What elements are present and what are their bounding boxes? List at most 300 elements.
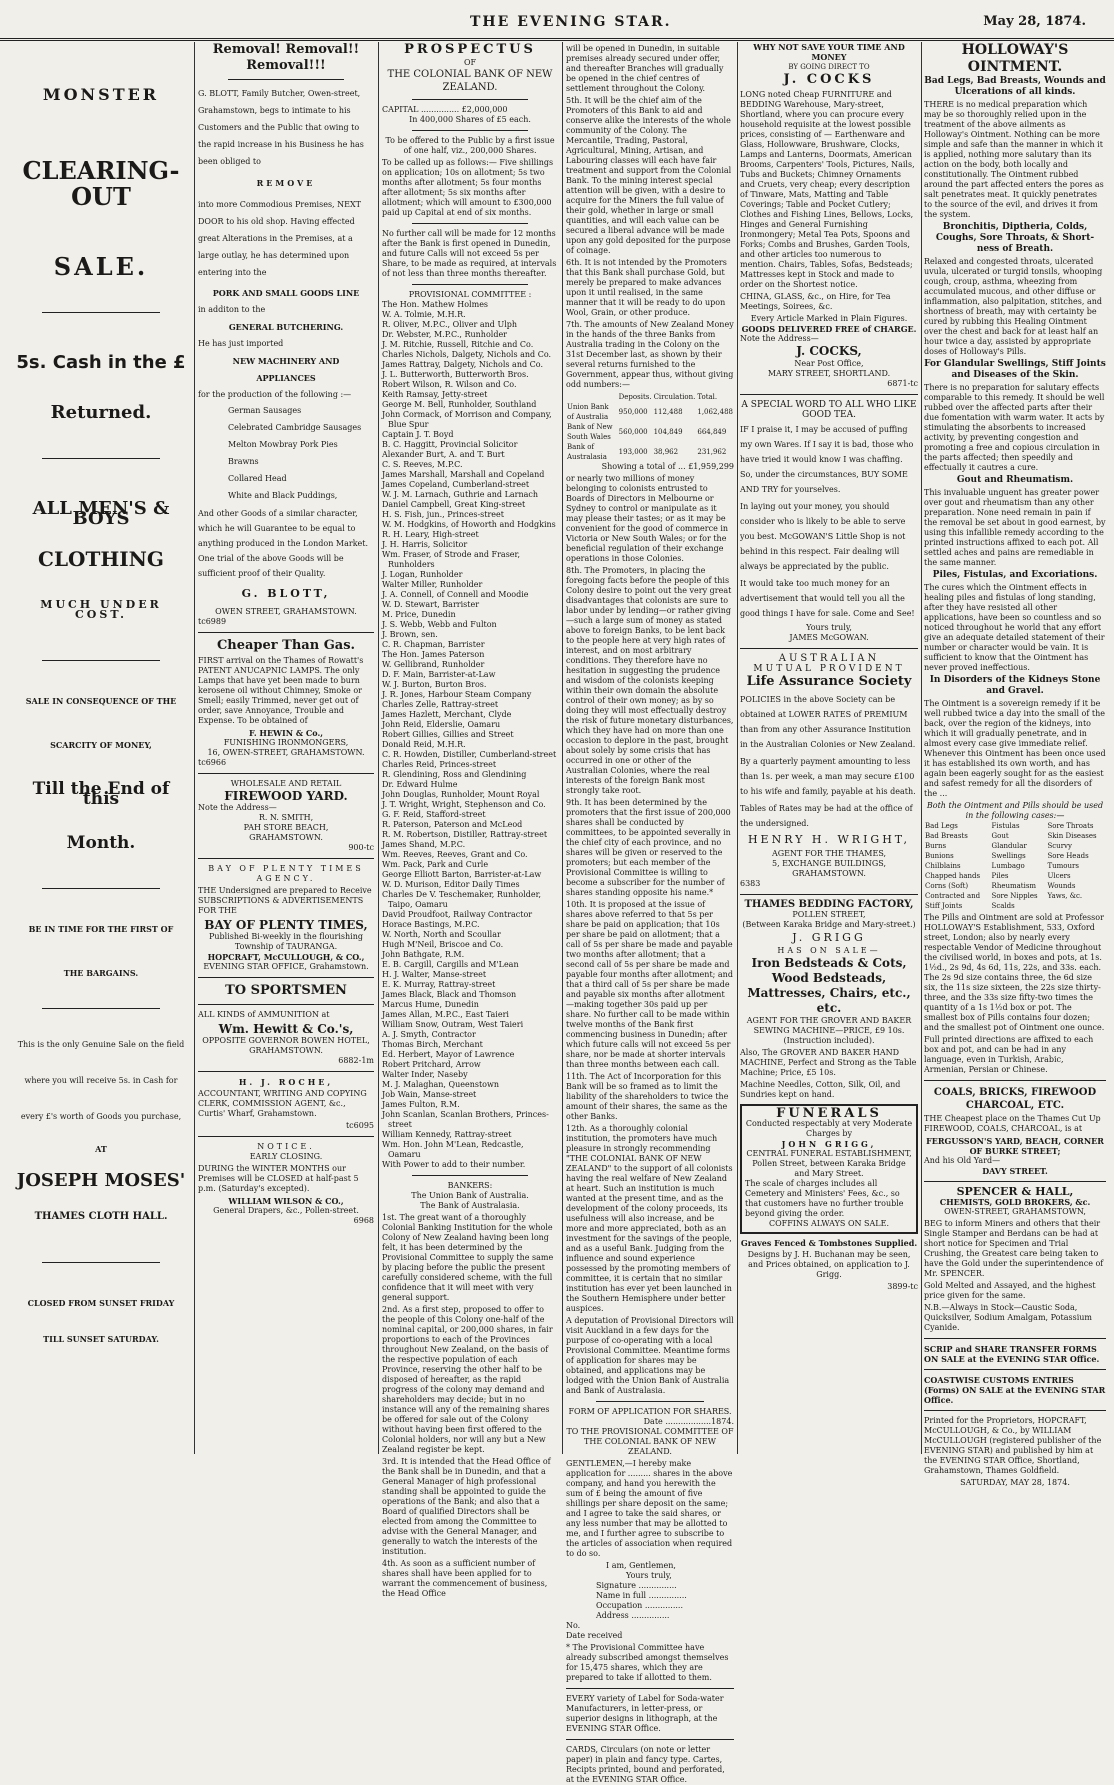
- ad-subheading: For Glandular Swellings, Stiff Joints and Diseases of the Skin.: [924, 359, 1106, 380]
- committee-member: Robert Gillies, Gillies and Street: [382, 730, 514, 739]
- committee-member: W. A. Tolmie, M.H.R.: [382, 310, 466, 319]
- ad-text: Yours truly,: [806, 623, 852, 632]
- committee-member: Horace Bastings, M.P.C.: [382, 920, 480, 929]
- table-row: [566, 392, 734, 402]
- committee-member: Dr. Webster, M.P.C., Runholder: [382, 330, 507, 339]
- issue-date: May 28, 1874.: [983, 14, 1086, 29]
- ad-heading: H. J. ROCHE,: [238, 1077, 334, 1087]
- committee-member: William Kennedy, Rattray-street: [382, 1130, 512, 1139]
- committee-member: Ed. Herbert, Mayor of Lawrence: [382, 1050, 515, 1059]
- committee-member: William Snow, Outram, West Taieri: [382, 1020, 524, 1029]
- ad-text: CENTRAL FUNERAL ESTABLISHMENT,: [746, 1149, 912, 1158]
- table-cell: Sore Heads: [1047, 852, 1089, 860]
- committee-member: Alexander Burt, A. and T. Burt: [382, 450, 505, 459]
- ad-text: CHINA, GLASS, &c., on Hire, for Tea Meetings, Soirees, &c.: [740, 292, 891, 311]
- ad-text: LONG noted Cheap FURNITURE and BEDDING Warehouse, Mary-street, Shortland, where you can procure every household requisite at the lowest possible prices, consisting of — Earthenware and Glass, Hollowware, Brushware, Clocks, Lamps and Lanterns, Doormats, American Brooms, Carpenters' Tools, Pictures, Nails, Tubs and Buckets; Chimney Ornaments and Cruets, very cheap; every description of Tinware, Mats, Matting and Table Coverings; Table and Pocket Cutlery; Clothes and Fishing Lines, Bellows, Locks, Hinges and General Furnishing Ironmongery; Metal Tea Pots, Spoons and Forks; Combs and Brushes, Garden Tools, and other articles too numerous to mention. Chairs, Tables, Sofas, Bedsteads; Mattresses kept in Stock and made to order on the Shortest notice.: [740, 90, 915, 289]
- committee-member: Captain J. T. Boyd: [382, 430, 454, 439]
- ad-text: OPPOSITE GOVERNOR BOWEN HOTEL, GRAHAMSTOWN.: [202, 1036, 370, 1055]
- table-row: [566, 402, 734, 422]
- ad-text: DURING the WINTER MONTHS our Premises will be CLOSED at half-past 5 p.m. (Saturday's excepted).: [198, 1164, 359, 1193]
- committee-member: Wm. Reeves, Reeves, Grant and Co.: [382, 850, 528, 859]
- table-row: [924, 831, 1106, 841]
- committee-member: James Copeland, Cumberland-street: [382, 480, 530, 489]
- form-field: Date received: [566, 1631, 623, 1640]
- ad-text: COASTWISE CUSTOMS ENTRIES (Forms) ON SALE at the EVENING STAR Office.: [924, 1375, 1106, 1405]
- committee-member: Charles Nichols, Dalgety, Nichols and Co.: [382, 350, 552, 359]
- ad-text: Conducted respectably at very Moderate Charges by: [745, 1119, 913, 1138]
- form-field: Signature ...............: [596, 1581, 677, 1590]
- committee-member: J. L. Butterworth, Butterworth Bros.: [382, 370, 529, 379]
- table-cell: 112,488: [653, 408, 683, 416]
- ad-text: 12th. As a thoroughly colonial institution, the promoters have much pleasure in strongly recommending "THE COLONIAL BANK OF NEW ZEALAND" to the support of all colonists having the real welfare of New Zealand at heart. Such an institution is much wanted at the present time, and as the development of the colony proceeds, its usefulness will also increase, and be more and more appreciated, both as an investment for the savings of the people, and as a useful Bank. Judging from the influence and sound experience possessed by the promoting members of committee, it is certain that no similar institution has ever yet been launched in the Southern Hemisphere under better auspices.: [566, 1124, 733, 1313]
- ad-text: 9th. It has been determined by the promoters that the first issue of 200,000 shares shall be conducted by committees, to be appointed severally in the chief city of each province, and no shares will be given or reserved to the promoters; but each member of the Provisional Committee is willing to become a subscriber for the number of shares standing opposite his name.*: [566, 798, 731, 897]
- ad-text: F. HEWIN & Co.,: [248, 728, 324, 738]
- ad-text: GRAHAMSTOWN.: [249, 833, 323, 842]
- ad-text: SCARCITY OF MONEY,: [50, 740, 152, 750]
- column-1-moses-sale: [12, 42, 190, 1454]
- ad-heading: THAMES BEDDING FACTORY,: [744, 899, 914, 910]
- ad-text: SCRIP and SHARE TRANSFER FORMS ON SALE at the EVENING STAR Office.: [924, 1344, 1100, 1364]
- ad-text: And his Old Yard—: [924, 1156, 1001, 1165]
- table-cell: Piles: [991, 872, 1009, 880]
- ad-heading: FORM OF APPLICATION FOR SHARES.: [568, 1407, 732, 1416]
- ad-text: 4th. As soon as a sufficient number of shares shall have been applied for to warrant the commencement of business, the Head Office: [382, 1559, 548, 1598]
- ad-heading: HENRY H. WRIGHT,: [747, 833, 911, 846]
- ad-subheading: Bad Legs, Bad Breasts, Wounds and Ulcerations of all kinds.: [924, 76, 1106, 97]
- committee-member: Charles Zelle, Rattray-street: [382, 700, 499, 709]
- committee-member: Charles Reid, Princes-street: [382, 760, 497, 769]
- committee-member: Walter Miller, Runholder: [382, 580, 483, 589]
- ad-heading: AUSTRALIAN: [778, 653, 880, 664]
- ad-text: GOODS DELIVERED FREE of CHARGE.: [741, 324, 917, 334]
- ad-text: 11th. The Act of Incorporation for this Bank will be so framed as to limit the liability of the shareholders to twice the amount of their shares, the same as the other Banks.: [566, 1072, 729, 1121]
- committee-member: W. M. Hodgkins, of Howorth and Hodgkins: [382, 520, 556, 529]
- ad-text: This is the only Genuine Sale on the field: [17, 1040, 185, 1049]
- ad-text: Showing a total of ... £1,959,299: [601, 462, 734, 471]
- ad-heading: FUNERALS: [776, 1106, 882, 1121]
- table-cell: 193,000: [618, 448, 648, 456]
- ad-heading: J. GRIGG: [792, 931, 866, 944]
- column-rule: [737, 42, 738, 1454]
- ad-text: FIRST arrival on the Thames of Rowatt's PATENT ANUCAPNIC LAMPS. The only Lamps that have yet been made to burn kerosene oil without Chimney, Smoke or Smell; easily Trimmed, never get out of order, save Annoyance, Trouble and Expense. To be obtained of: [198, 656, 364, 725]
- table-cell: Sore Throats: [1047, 822, 1094, 830]
- ad-text: POLLEN STREET,: [792, 910, 866, 919]
- ad-heading: MONSTER: [42, 85, 160, 104]
- committee-member: Wm. Fraser, of Strode and Fraser, Runholders: [382, 550, 521, 569]
- ad-heading: COALS, BRICKS, FIREWOOD CHARCOAL, ETC.: [933, 1087, 1097, 1111]
- table-cell: 950,000: [618, 408, 648, 416]
- ad-text: 8th. The Promoters, in placing the foregoing facts before the people of this Colony desire to point out the very great disadvantages that colonists are sure to labor under by lending—or rather giving—such a large sum of money as stated above to foreign Banks, to be lent back to the people here at very high rates of interest, and on most arbitrary conditions. They therefore have no hesitation in suggesting the prudence and wisdom of the colonists keeping within their own domain the absolute control of their own money; as by so doing they will most effectually destroy the risk of future monetary disturbances, which they have had on more than one occasion to deplore in the past, brought about solely by some crisis that has occurred in one or other of the Australian Colonies, where the real interests of the foreign Bank most strongly take root.: [566, 566, 734, 795]
- ad-heading: FIREWOOD YARD.: [224, 789, 348, 803]
- committee-member: Robert Pritchard, Arrow: [382, 1060, 481, 1069]
- form-field: Occupation ...............: [596, 1601, 683, 1610]
- ad-text: in additon to the: [198, 305, 266, 314]
- ad-text: THE Cheapest place on the Thames Cut Up FIREWOOD, COALS, CHARCOAL, is at: [924, 1114, 1101, 1133]
- ad-text: will be opened in Dunedin, in suitable premises already secured under offer, and thereafter Branches will gradually be opened in the chief centres of settlement throughout the Colony.: [566, 44, 724, 93]
- form-field: No.: [566, 1621, 581, 1630]
- ad-text: He has just imported: [198, 339, 284, 348]
- ad-text: It would take too much money for an advertisement that would tell you all the good things I have for sale. Come and See!: [740, 579, 915, 618]
- ad-text: DAVY STREET.: [982, 1166, 1048, 1176]
- ad-text: Full printed directions are affixed to each box and pot, and can be had in any language, even in Turkish, Arabic, Armenian, Persian or Chinese.: [924, 1035, 1094, 1074]
- committee-member: D. F. Main, Barrister-at-Law: [382, 670, 496, 679]
- funerals-box: [740, 1104, 918, 1234]
- table-cell: Lumbago: [991, 862, 1025, 870]
- committee-member: J. Logan, Runholder: [382, 570, 463, 579]
- ad-code: 6871-tc: [887, 379, 918, 388]
- table-row: [924, 861, 1106, 871]
- ad-text: for the production of the following :—: [198, 390, 352, 399]
- ad-text: EVENING STAR OFFICE, Grahamstown.: [203, 962, 369, 971]
- ad-text: Published Bi-weekly in the flourishing Township of TAURANGA.: [208, 932, 364, 951]
- table-cell: Bunions: [925, 852, 954, 860]
- committee-member: James Hazlett, Merchant, Clyde: [382, 710, 512, 719]
- table-cell: Stiff Joints: [925, 902, 963, 910]
- committee-member: J. M. Ritchie, Russell, Ritchie and Co.: [382, 340, 534, 349]
- committee-member: James Fulton, R.M.: [382, 1100, 460, 1109]
- ad-heading: Returned.: [50, 402, 152, 423]
- column-rule: [921, 42, 922, 1454]
- ad-heading: MUTUAL PROVIDENT: [753, 664, 905, 674]
- ad-text: Note the Address—: [198, 803, 277, 812]
- ad-text: I am, Gentlemen,: [606, 1561, 676, 1570]
- table-cell: Glandular: [991, 842, 1027, 850]
- ad-text: TO THE PROVISIONAL COMMITTEE OF THE COLONIAL BANK OF NEW ZEALAND.: [566, 1427, 734, 1456]
- ad-heading: THE COLONIAL BANK OF NEW ZEALAND.: [387, 69, 553, 93]
- committee-member: Hugh M'Neil, Briscoe and Co.: [382, 940, 504, 949]
- ad-heading: J. COCKS,: [796, 344, 862, 358]
- committee-member: J. Brown, sen.: [382, 630, 438, 639]
- product-item: White and Black Puddings,: [228, 491, 338, 500]
- ad-heading: A SPECIAL WORD TO ALL WHO LIKE GOOD TEA.: [741, 400, 917, 420]
- committee-member: G. F. Reid, Stafford-street: [382, 810, 486, 819]
- ad-text: There is no preparation for salutary effects comparable to this remedy. It should be well rubbed over the affected parts after their due fomentation with warm water. It acts by stimulating the absorbents to increased activity, by preventing congestion and promoting a free and copious circulation in the parts affected; then speedily and effectually it cautres a cure.: [924, 383, 1105, 472]
- ad-text: CARDS, Circulars (on note or letter paper) in plain and fancy type. Cartes, Recipts printed, bound and perforated, at the EVENING STAR Office.: [566, 1745, 725, 1784]
- ad-text: Gold Melted and Assayed, and the highest price given for the same.: [924, 1281, 1096, 1300]
- ad-text: Relaxed and congested throats, ulcerated uvula, ulcerated or turgid tonsils, whooping cough, croup, asthma, wheezing from accumulated mucous, and other diffuse or inflammation, also palpitation, stitches, and shortness of breath, may with certainty be cured by rubbing this Healing Ointment over the chest and back for at least half an hour twice a day, assisted by appropriate doses of Holloway's Pills.: [924, 257, 1103, 356]
- ad-text: 10th. It is proposed at the issue of shares above referred to that 5s per share be paid on application; that 10s per share be paid on allotment; that a call of 5s per share be made and payable two months after allotment; that a second call of 5s per share be made and payable four months after allotment; and that a third call of 5s per share be made and payable six months after allotment —making together 30s paid up per share. No further call to be made within twelve months of the Bank first commencing business in Dunedin; after which future calls will not exceed 5s per share, nor be made at shorter intervals than three months between each call.: [566, 900, 733, 1069]
- ad-subheading: Piles, Fistulas, and Excoriations.: [932, 570, 1098, 580]
- table-cell: Gout: [991, 832, 1009, 840]
- table-cell: Wounds: [1047, 882, 1076, 890]
- ad-text: SALE IN CONSEQUENCE OF THE: [25, 696, 177, 706]
- committee-member: Wm. Pack, Park and Curle: [382, 860, 489, 869]
- ad-text: Tables of Rates may be had at the office of the undersigned.: [740, 804, 913, 828]
- ad-heading: ALL MEN'S & BOYS: [32, 498, 170, 529]
- ad-heading: PROVISIONAL COMMITTEE :: [408, 290, 532, 299]
- committee-member: E. B. Cargill, Cargills and M'Lean: [382, 960, 519, 969]
- ad-heading: THAMES CLOTH HALL.: [34, 1211, 168, 1222]
- ad-text: AT: [95, 1144, 107, 1154]
- table-cell: Union Bank of Australia: [567, 403, 609, 421]
- column-rule: [194, 42, 195, 1454]
- committee-member: C. S. Reeves, M.P.C.: [382, 460, 463, 469]
- ad-text: 2nd. As a first step, proposed to offer to the people of this Colony one-half of the nominal capital, or 200,000 shares, in fair proportions to each of the Provinces throughout New Zealand, on the basis of the respective population of each Province, reserving the other half to be disposed of hereafter, as the rapid progress of the colony may demand and shareholders may decide; but in no instance will any of the remaining shares be offered for sale out of the Colony without having been first offered to the Colonial holders, nor will any but a New Zealand register be kept.: [382, 1305, 553, 1454]
- committee-member: H. S. Fish, jun., Princes-street: [382, 510, 504, 519]
- newspaper-title: THE EVENING STAR.: [470, 14, 672, 30]
- ad-code: tc6095: [345, 1121, 374, 1130]
- committee-member: John Bathgate, R.M.: [382, 950, 465, 959]
- committee-member: Walter Inder, Naseby: [382, 1070, 468, 1079]
- table-row: [924, 851, 1106, 861]
- ad-subheading: Bronchitis, Diptheria, Colds, Coughs, Sore Throats, & Short- ness of Breath.: [935, 222, 1095, 254]
- ad-signature: G. BLOTT,: [241, 587, 331, 600]
- ad-heading: Iron Bedsteads & Cots, Wood Bedsteads, Mattresses, Chairs, etc., etc.: [747, 956, 911, 1015]
- committee-member: R. M. Robertson, Distiller, Rattray-street: [382, 830, 548, 839]
- committee-member: Donald Reid, M.H.R.: [382, 740, 466, 749]
- ad-heading: Month.: [66, 833, 136, 853]
- committee-member: J. R. Jones, Harbour Steam Company: [382, 690, 532, 699]
- table-row: [924, 901, 1106, 911]
- committee-member: Thomas Birch, Merchant: [382, 1040, 483, 1049]
- ad-text: (Between Karaka Bridge and Mary-street.): [742, 920, 916, 929]
- form-field: Address ...............: [596, 1611, 670, 1620]
- ad-heading: NOTICE.: [257, 1142, 315, 1151]
- ad-code: 6882-1m: [338, 1056, 374, 1065]
- ad-code: tc6966: [198, 758, 227, 767]
- column-6-ads: [924, 42, 1106, 1487]
- committee-member: W. J. M. Larnach, Guthrie and Larnach: [382, 490, 539, 499]
- column-2-ads: [198, 42, 374, 1454]
- form-field: Name in full ...............: [596, 1591, 687, 1600]
- product-item: Melton Mowbray Pork Pies: [228, 440, 338, 449]
- product-item: Celebrated Cambridge Sausages: [228, 423, 362, 432]
- committee-member: David Proudfoot, Railway Contractor: [382, 910, 533, 919]
- ad-text: To be called up as follows:— Five shillings on application; 10s on allotment; 5s two months after allotment; 5s four months after allotment; 5s six months after allotment; which will amount to £300,000 paid up Capital at end of six months.: [382, 158, 554, 217]
- ad-text: No further call will be made for 12 months after the Bank is first opened in Dunedin, and future Calls will not exceed 5s per Share, to be made as required, at intervals of not less than three months thereafter.: [382, 229, 557, 278]
- table-cell: Bank of New South Wales: [567, 423, 613, 441]
- ad-text: JOHN GRIGG,: [781, 1139, 877, 1149]
- table-row: [566, 442, 734, 462]
- ad-heading: Removal!!!: [246, 58, 326, 73]
- ad-text: To be offered to the Public by a first issue of one half, viz., 200,000 Shares.: [385, 136, 555, 155]
- ad-text: APPLIANCES: [256, 373, 316, 383]
- ad-text: where you will receive 5s. in Cash for: [24, 1076, 178, 1085]
- ad-text: Both the Ointment and Pills should be used in the following cases:—: [926, 801, 1104, 820]
- ad-text: WILLIAM WILSON & CO.,: [228, 1196, 344, 1206]
- ad-text: AGENT FOR THE THAMES,: [771, 849, 887, 858]
- ad-text: 16, OWEN-STREET, GRAHAMSTOWN.: [207, 748, 365, 757]
- ad-heading: Removal! Removal!!: [212, 42, 360, 57]
- ad-text: ALL KINDS of AMMUNITION at: [198, 1010, 330, 1019]
- ad-text: FUNISHING IRONMONGERS,: [223, 738, 349, 747]
- ad-text: HAS ON SALE—: [777, 946, 881, 955]
- ad-heading: CLEARING-OUT: [22, 156, 180, 211]
- form-field: Date ..................1874.: [643, 1417, 734, 1426]
- ad-text: BEG to inform Miners and others that their Single Stamper and Berdans can be had at short notice for Specimen and Trial Crushing, the Greatest care being taken to have the Gold under the superintendence of Mr. SPENCER.: [924, 1219, 1104, 1278]
- product-item: Brawns: [228, 457, 259, 466]
- ad-text: Note the Address—: [740, 334, 819, 343]
- ad-text: CHEMISTS, GOLD BROKERS, &c.: [939, 1197, 1091, 1207]
- ad-heading: Till the End of this: [32, 779, 170, 809]
- column-rule: [562, 42, 563, 1454]
- table-cell: Bad Breasts: [925, 832, 968, 840]
- committee-member: W. Gellibrand, Runholder: [382, 660, 485, 669]
- committee-member: W. North, North and Scoullar: [382, 930, 501, 939]
- ad-text: 6th. It is not intended by the Promoters that this Bank shall purchase Gold, but merely be prepared to make advances upon it until realised, in the same manner that it will be ready to do upon Wool, Grain, or other produce.: [566, 258, 727, 317]
- ad-text: JAMES McGOWAN.: [789, 633, 869, 642]
- committee-member: The Hon. Mathew Holmes: [382, 300, 489, 309]
- committee-member: George M. Bell, Runholder, Southland: [382, 400, 537, 409]
- ad-text: 5th. It will be the chief aim of the Promoters of this Bank to aid and conserve alike the interests of the whole community of the Colony. The Mercantile, Trading, Pastoral, Agricultural, Mining, Artisan, and Labouring classes will each have fair treatment and support from the Colonial Bank. To the mining interest special attention will be given, with a desire to acquire for the Miners the full value of their gold, whether in large or small quantities, and will each value can be secured a liberal advance will be made upon any gold deposited for the purpose of coinage.: [566, 96, 732, 255]
- committee-member: Marcus Hume, Dunedin: [382, 1000, 479, 1009]
- committee-member: John Scanlan, Scanlan Brothers, Princes-street: [382, 1110, 549, 1129]
- table-cell: Contracted and: [925, 892, 981, 900]
- ad-text: ACCOUNTANT, WRITING AND COPYING CLERK, COMMISSION AGENT, &c., Curtis' Wharf, Grahamstown.: [198, 1089, 367, 1118]
- table-cell: Yaws, &c.: [1047, 892, 1083, 900]
- product-item: German Sausages: [228, 406, 302, 415]
- ad-heading: BAY OF PLENTY TIMES AGENCY.: [208, 864, 364, 883]
- ad-text: CLOSED FROM SUNSET FRIDAY: [27, 1298, 175, 1308]
- product-item: Collared Head: [228, 474, 287, 483]
- committee-member: J. A. Connell, of Connell and Moodie: [382, 590, 529, 599]
- ad-text: PAH STORE BEACH,: [243, 823, 329, 832]
- table-cell: Bank of Australasia: [567, 443, 607, 461]
- ad-heading: Life Assurance Society: [746, 674, 912, 689]
- table-cell: Skin Diseases: [1047, 832, 1097, 840]
- table-header: Circulation.: [653, 393, 696, 401]
- ad-heading: MUCH UNDER COST.: [40, 598, 162, 621]
- ad-text: TILL SUNSET SATURDAY.: [43, 1334, 159, 1344]
- ad-text: OWEN STREET, GRAHAMSTOWN.: [215, 607, 357, 616]
- ad-heading: HOLLOWAY'S OINTMENT.: [961, 42, 1069, 75]
- ad-heading: SPENCER & HALL,: [956, 1185, 1074, 1198]
- ad-text: GENTLEMEN,—I hereby make application for ......... shares in the above company, and hand you herewith the sum of £ being the amount of five shillings per share deposit on the same; and I agree to take the said shares, or any less number that may be allotted to me, and I further agree to subscribe to the articles of association when required to do so.: [566, 1459, 733, 1558]
- committee-member: Charles De V. Teschemaker, Runholder, Taipo, Oamaru: [382, 890, 542, 909]
- table-cell: Chilblains: [925, 862, 961, 870]
- ad-text: Pollen Street, between Karaka Bridge and Mary Street.: [752, 1159, 906, 1178]
- column-4-prospectus-cont: [566, 42, 734, 1784]
- committee-member: John Douglas, Runholder, Mount Royal: [382, 790, 540, 799]
- ad-text: Every Article Marked in Plain Figures.: [750, 314, 908, 323]
- ad-heading: EARLY CLOSING.: [249, 1152, 323, 1161]
- ad-text: Yours truly,: [626, 1571, 672, 1580]
- table-header: Total.: [697, 393, 718, 401]
- ad-heading: WHY NOT SAVE YOUR TIME AND MONEY: [753, 42, 905, 62]
- ad-text: Designs by J. H. Buchanan may be seen, and Prices obtained, on application to J. Grigg.: [747, 1250, 911, 1279]
- table-cell: 664,849: [697, 428, 727, 436]
- committee-member: With Power to add to their number.: [382, 1160, 526, 1169]
- ad-text: FERGUSSON'S YARD, BEACH, CORNER OF BURKE STREET;: [926, 1136, 1104, 1156]
- committee-member: George Elliott Barton, Barrister-at-Law: [382, 870, 542, 879]
- ad-text: POLICIES in the above Society can be obtained at LOWER RATES of PREMIUM than from any other Assurance Institution in the Australian Colonies or New Zealand.: [740, 695, 916, 749]
- ad-heading: Wm. Hewitt & Co.'s,: [218, 1022, 354, 1036]
- ad-text: A deputation of Provisional Directors will visit Auckland in a few days for the purpose of co-operating with a local Provisional Committee. Meantime forms of application for shares may be obtained, and applications may be lodged with the Union Bank of Australia and Bank of Australasia.: [566, 1316, 734, 1395]
- masthead: [0, 0, 1114, 41]
- ad-heading: BAY OF PLENTY TIMES,: [204, 918, 368, 932]
- table-cell: Tumours: [1047, 862, 1079, 870]
- ad-heading: TO SPORTSMEN: [225, 983, 347, 998]
- ad-text: In 400,000 Shares of £5 each.: [409, 115, 531, 124]
- committee-member: E. K. Murray, Rattray-street: [382, 980, 496, 989]
- committee-member: R. Paterson, Paterson and McLeod: [382, 820, 523, 829]
- committee-member: R. H. Leary, High-street: [382, 530, 479, 539]
- committee-member: James Allan, M.P.C., East Taieri: [382, 1010, 509, 1019]
- ad-heading: CLOTHING: [38, 547, 164, 571]
- ad-text: R. N. SMITH,: [258, 813, 314, 822]
- ad-text: into more Commodious Premises, NEXT DOOR to his old shop. Having effected great Alterations in the Premises, at a large outlay, he has determined upon entering into the: [198, 200, 361, 277]
- committee-member: H. J. Walter, Manse-street: [382, 970, 487, 979]
- committee-list: [382, 300, 558, 1170]
- ad-text: CAPITAL ............... £2,000,000: [382, 105, 508, 114]
- table-header: [566, 392, 618, 402]
- table-cell: 231,962: [697, 448, 727, 456]
- committee-member: Robert Wilson, R. Wilson and Co.: [382, 380, 517, 389]
- committee-member: James Shand, M.P.C.: [382, 840, 466, 849]
- ad-text: Also, The GROVER AND BAKER HAND MACHINE, Perfect and Strong as the Table Machine; Price, £5 10s.: [740, 1048, 917, 1077]
- table-cell: Sore Nipples: [991, 892, 1038, 900]
- table-header: Deposits.: [618, 393, 652, 401]
- ad-text: BY GOING DIRECT TO: [788, 63, 870, 71]
- table-cell: 104,849: [653, 428, 683, 436]
- committee-member: The Hon. James Paterson: [382, 650, 485, 659]
- ad-text: Near Post Office,: [794, 359, 864, 368]
- committee-member: R. Oliver, M.P.C., Oliver and Ulph: [382, 320, 518, 329]
- ad-heading: JOSEPH MOSES': [16, 1170, 186, 1191]
- committee-member: R. Glendining, Ross and Glendining: [382, 770, 527, 779]
- ad-text: * The Provisional Committee have already subscribed amongst themselves for 15,475 shares, which they are prepared to take if allotted to them.: [566, 1643, 729, 1682]
- committee-member: Daniel Campbell, Great King-street: [382, 500, 526, 509]
- ad-text: MARY STREET, SHORTLAND.: [767, 369, 891, 378]
- ad-heading: J. COCKS: [783, 72, 875, 87]
- ad-text: Machine Needles, Cotton, Silk, Oil, and Sundries kept on hand.: [740, 1080, 901, 1099]
- ad-text: THE Undersigned are prepared to Receive SUBSCRIPTIONS & ADVERTISEMENTS FOR THE: [198, 886, 372, 915]
- table-cell: Rheumatism: [991, 882, 1037, 890]
- committee-member: W. J. Burton, Burton Bros.: [382, 680, 487, 689]
- ad-text: THE BARGAINS.: [63, 968, 139, 978]
- ad-text: G. BLOTT, Family Butcher, Owen-street, Grahamstown, begs to intimate to his Customers and the Public that owing to the rapid increase in his Business he has been obliged to: [198, 89, 364, 166]
- ad-text: In laying out your money, you should consider who is likely to be able to serve you best. McGOWAN'S Little Shop is not behind in this respect. Fair dealing will always be appreciated by the public.: [740, 502, 906, 571]
- ad-code: 3899-tc: [887, 1282, 918, 1291]
- table-row: [924, 821, 1106, 831]
- committee-member: W. D. Stewart, Barrister: [382, 600, 480, 609]
- committee-member: M. J. Malaghan, Queenstown: [382, 1080, 499, 1089]
- committee-member: C. R. Howden, Distiller, Cumberland-street: [382, 750, 557, 759]
- ad-text: EVERY variety of Label for Soda-water Manufacturers, in letter-press, or superior designs in lithograph, at the EVENING STAR Office.: [566, 1694, 724, 1733]
- ad-text: The Ointment is a sovereign remedy if it be well rubbed twice a day into the small of the back, over the region of the kidneys, into which it will gradually penetrate, and in almost every case give immediate relief. Whenever this Ointment has been once used it has established its own worth, and has again been eagerly sought for as the easiest and safest remedy for all the disorders of the ...: [924, 699, 1106, 798]
- committee-member: James Rattray, Dalgety, Nichols and Co.: [382, 360, 543, 369]
- ad-text: IF I praise it, I may be accused of puffing my own Wares. If I say it is bad, those who have tried it would know I was chaffing. So, under the circumstances, BUY SOME AND TRY for yourselves.: [740, 425, 914, 494]
- table-cell: Swellings: [991, 852, 1026, 860]
- table-row: [924, 841, 1106, 851]
- ad-text: 3rd. It is intended that the Head Office of the Bank shall be in Dunedin, and that a General Manager of high professional standing shall be appointed to guide the operations of the Bank; and also that a Board of qualified Directors shall be elected from among the Committee to advise with the General Manager, and generally to watch the interests of the institution.: [382, 1457, 551, 1556]
- committee-member: M. Price, Dunedin: [382, 610, 456, 619]
- ad-text: NEW MACHINERY AND: [232, 356, 340, 366]
- committee-member: Job Wain, Manse-street: [382, 1090, 477, 1099]
- ad-code: 900-tc: [348, 843, 374, 852]
- table-cell: Chapped hands: [925, 872, 981, 880]
- committee-member: C. R. Chapman, Barrister: [382, 640, 485, 649]
- ad-text: N.B.—Always in Stock—Caustic Soda, Quicksilver, Sodium Amalgam, Potassium Cyanide.: [924, 1303, 1092, 1332]
- ad-text: By a quarterly payment amounting to less than 1s. per week, a man may secure £100 to his wife and family, payable at his death.: [740, 757, 916, 796]
- ad-text: OWEN-STREET, GRAHAMSTOWN,: [944, 1207, 1086, 1216]
- column-rule: [378, 42, 379, 1454]
- committee-member: Keith Ramsay, Jetty-street: [382, 390, 488, 399]
- table-cell: Ulcers: [1047, 872, 1071, 880]
- table-cell: Corns (Soft): [925, 882, 969, 890]
- committee-member: Dr. Edward Hulme: [382, 780, 458, 789]
- committee-member: John Cormack, of Morrison and Company, Blue Spur: [382, 410, 552, 429]
- ad-heading: Cheaper Than Gas.: [216, 638, 356, 653]
- ad-code: 6383: [740, 879, 761, 888]
- ad-text: And other Goods of a similar character, which he will Guarantee to be equal to anything produced in the London Market. One trial of the above Goods will be sufficient proof of their Quality.: [198, 509, 369, 578]
- table-cell: Fistulas: [991, 822, 1020, 830]
- ad-text: THERE is no medical preparation which may be so thoroughly relied upon in the treatment of the above ailments as Holloway's Ointment. Nothing can be more simple and safe than the manner in which it is applied, nothing more salutary than its action on the body, both locally and constitutionally. The Ointment rubbed around the part affected enters the pores as salt penetrates meat. It quickly penetrates to the source of the evil, and drives it from the system.: [924, 100, 1104, 219]
- deposits-table: [566, 392, 734, 462]
- committee-member: J. S. Webb, Webb and Fulton: [382, 620, 497, 629]
- ad-text: This invaluable unguent has greater power over gout and rheumatism than any other preparation. None need remain in pain if the removal be set about in good earnest, by using this infallible remedy according to the printed instructions affixed to each pot. All settled aches and pains are remediable in the same manner.: [924, 488, 1106, 567]
- committee-member: B. C. Haggitt, Provincial Solicitor: [382, 440, 518, 449]
